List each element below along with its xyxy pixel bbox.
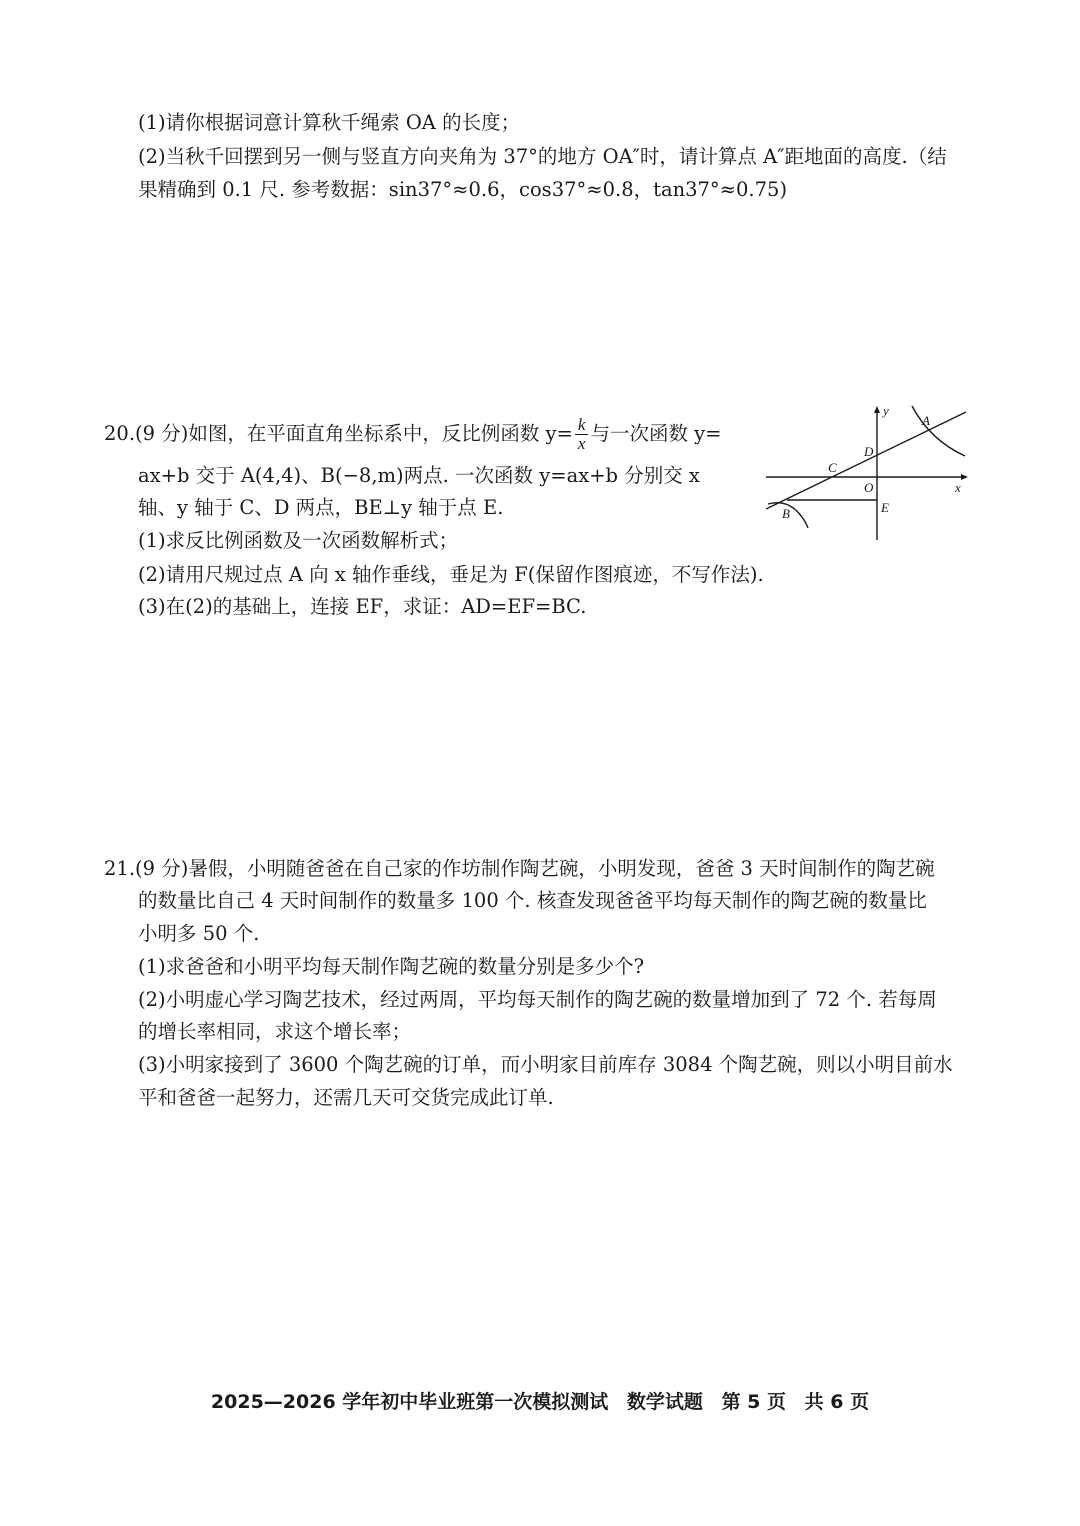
q21-line2: 的数量比自己 4 天时间制作的数量多 100 个. 核查发现爸爸平均每天制作的陶艺碗的数量比 [138,889,927,912]
label-o: O [864,480,874,495]
q20-line2: ax+b 交于 A(4,4)、B(−8,m)两点. 一次函数 y=ax+b 分别交 x [138,464,700,487]
q20-text-a: 如图，在平面直角坐标系中，反比例函数 y= [188,422,573,445]
label-y: y [883,403,889,418]
q20-part3: (3)在(2)的基础上，连接 EF，求证：AD=EF=BC. [138,595,587,618]
footer-subject: 数学试题 [626,1391,703,1413]
q21-part2-line1: (2)小明虚心学习陶艺技术，经过两周，平均每天制作的陶艺碗的数量增加到了 72 个. 若每周 [138,988,937,1011]
footer-total-pages: 共 6 页 [804,1391,870,1413]
x-axis-arrow [961,474,968,480]
q20-score: (9 分) [135,422,189,445]
coordinate-figure [760,400,975,545]
label-b: B [782,506,790,521]
q21-part3-line1: (3)小明家接到了 3600 个陶艺碗的订单，而小明家目前库存 3084 个陶艺碗，则以小明目前水 [138,1053,953,1076]
q20-number: 20. [104,422,136,445]
y-axis-arrow [874,406,880,413]
label-e: E [881,500,889,515]
q21-part1: (1)求爸爸和小明平均每天制作陶艺碗的数量分别是多少个? [138,955,645,978]
q19-part2-line1: (2)当秋千回摆到另一侧与竖直方向夹角为 37°的地方 OA″时，请计算点 A″距地面的高度.（结 [138,145,947,168]
fraction-numerator: k [575,416,589,435]
hyperbola-branch-first-quadrant [912,406,965,456]
q21-line1 [104,856,935,882]
label-d: D [864,444,874,459]
q21-number: 21. [104,857,136,880]
q21-part3-line2: 平和爸爸一起努力，还需几天可交货完成此订单. [138,1086,554,1109]
q20-text-b: 与一次函数 y= [590,422,722,445]
q21-line3: 小明多 50 个. [138,922,260,945]
q19-part1: (1)请你根据词意计算秋千绳索 OA 的长度； [138,111,521,134]
q21-part2-line2: 的增长率相同，求这个增长率； [138,1020,412,1043]
footer-exam-title: 2025—2026 学年初中毕业班第一次模拟测试 [210,1391,609,1413]
q19-part2-line2: 果精确到 0.1 尺. 参考数据：sin37°≈0.6，cos37°≈0.8，tan37°≈0.75) [138,178,788,201]
label-a: A [922,413,930,428]
footer-page-number: 第 5 页 [721,1391,787,1413]
q21-text: 暑假，小明随爸爸在自己家的作坊制作陶艺碗，小明发现，爸爸 3 天时间制作的陶艺碗 [188,857,935,880]
q20-part2: (2)请用尺规过点 A 向 x 轴作垂线，垂足为 F(保留作图痕迹，不写作法). [138,563,764,586]
q20-part1: (1)求反比例函数及一次函数解析式； [138,529,459,552]
fraction-denominator: x [577,434,586,453]
q20-line1 [104,416,722,453]
q20-line3: 轴、y 轴于 C、D 两点，BE⊥y 轴于点 E. [138,496,504,519]
label-x: x [955,480,961,495]
q21-score: (9 分) [135,857,189,880]
fraction-k-over-x [575,416,589,453]
label-c: C [828,460,837,475]
page-footer [0,1387,1080,1414]
